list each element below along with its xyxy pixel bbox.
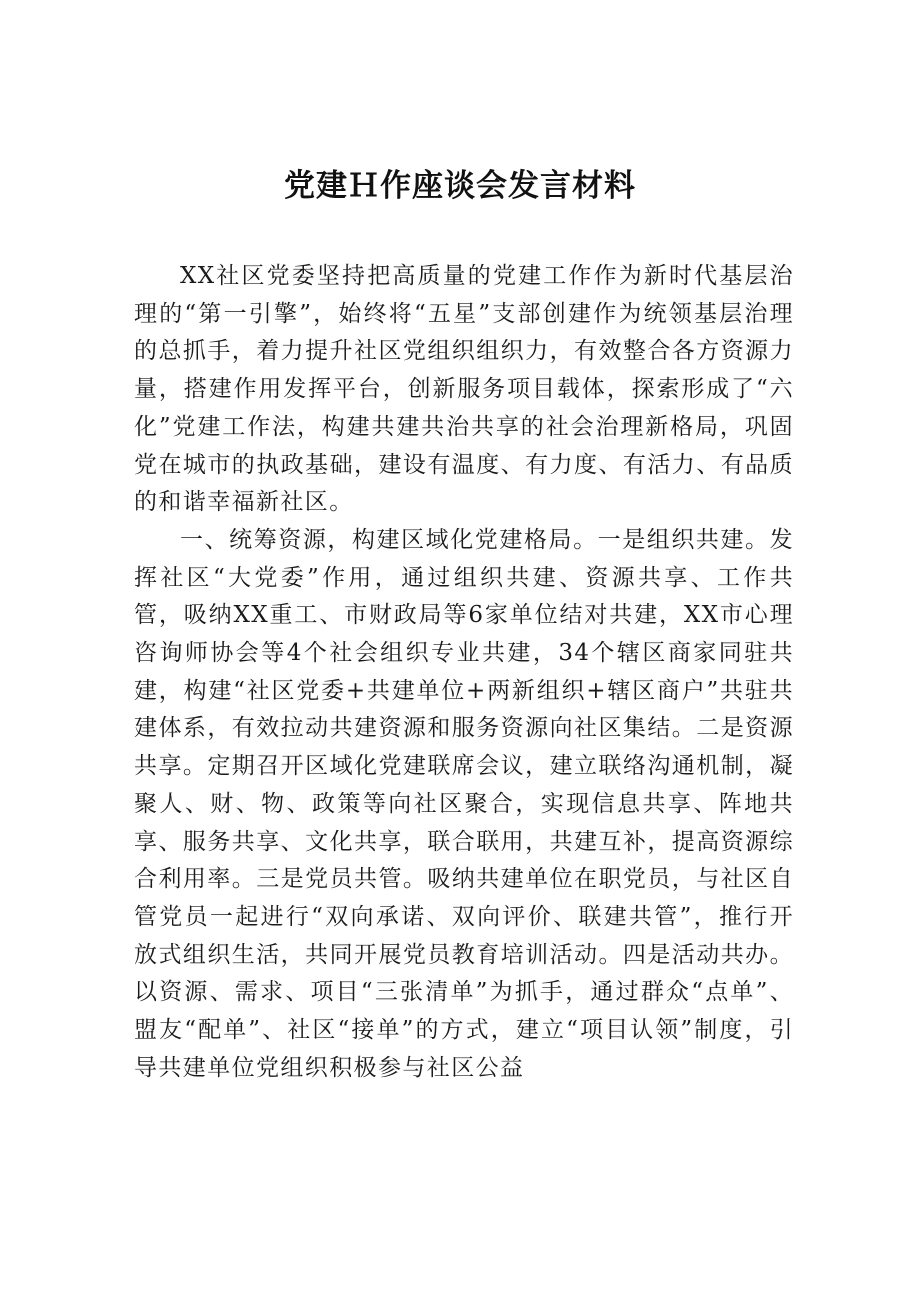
- document-title: 党建Ｈ作座谈会发言材料: [284, 168, 636, 204]
- section-one-paragraph: 一、统筹资源，构建区域化党建格局。一是组织共建。发挥社区“大党委”作用，通过组织共建、资源共享、工作共管，吸纳XX重工、市财政局等6家单位结对共建，XX市心理咨询师协会等4个社会组织专业共建，34个辖区商家同驻共建，构建“社区党委+共建单位+两新组织+辖区商户”共驻共建体系，有效拉动共建资源和服务资源向社区集结。二是资源共享。定期召开区域化党建联席会议，建立联络沟通机制，凝聚人、财、物、政策等向社区聚合，实现信息共享、阵地共享、服务共享、文化共享，联合联用，共建互补，提高资源综合利用率。三是党员共管。吸纳共建单位在职党员，与社区自管党员一起进行“双向承诺、双向评价、联建共管”，推行开放式组织生活，共同开展党员教育培训活动。四是活动共办。以资源、需求、项目“三张清单”为抓手，通过群众“点单”、盟友“配单”、社区“接单”的方式，建立“项目认领”制度，引导共建单位党组织积极参与社区公益: [134, 526, 794, 1081]
- document-body: [134, 258, 794, 1087]
- intro-paragraph: XX社区党委坚持把高质量的党建工作作为新时代基层治理的“第一引擎”，始终将“五星”支部创建作为统领基层治理的总抓手，着力提升社区党组织组织力，有效整合各方资源力量，搭建作用发挥平台，创新服务项目载体，探索形成了“六化”党建工作法，构建共建共治共享的社会治理新格局，巩固党在城市的执政基础，建设有温度、有力度、有活力、有品质的和谐幸福新社区。: [134, 263, 794, 516]
